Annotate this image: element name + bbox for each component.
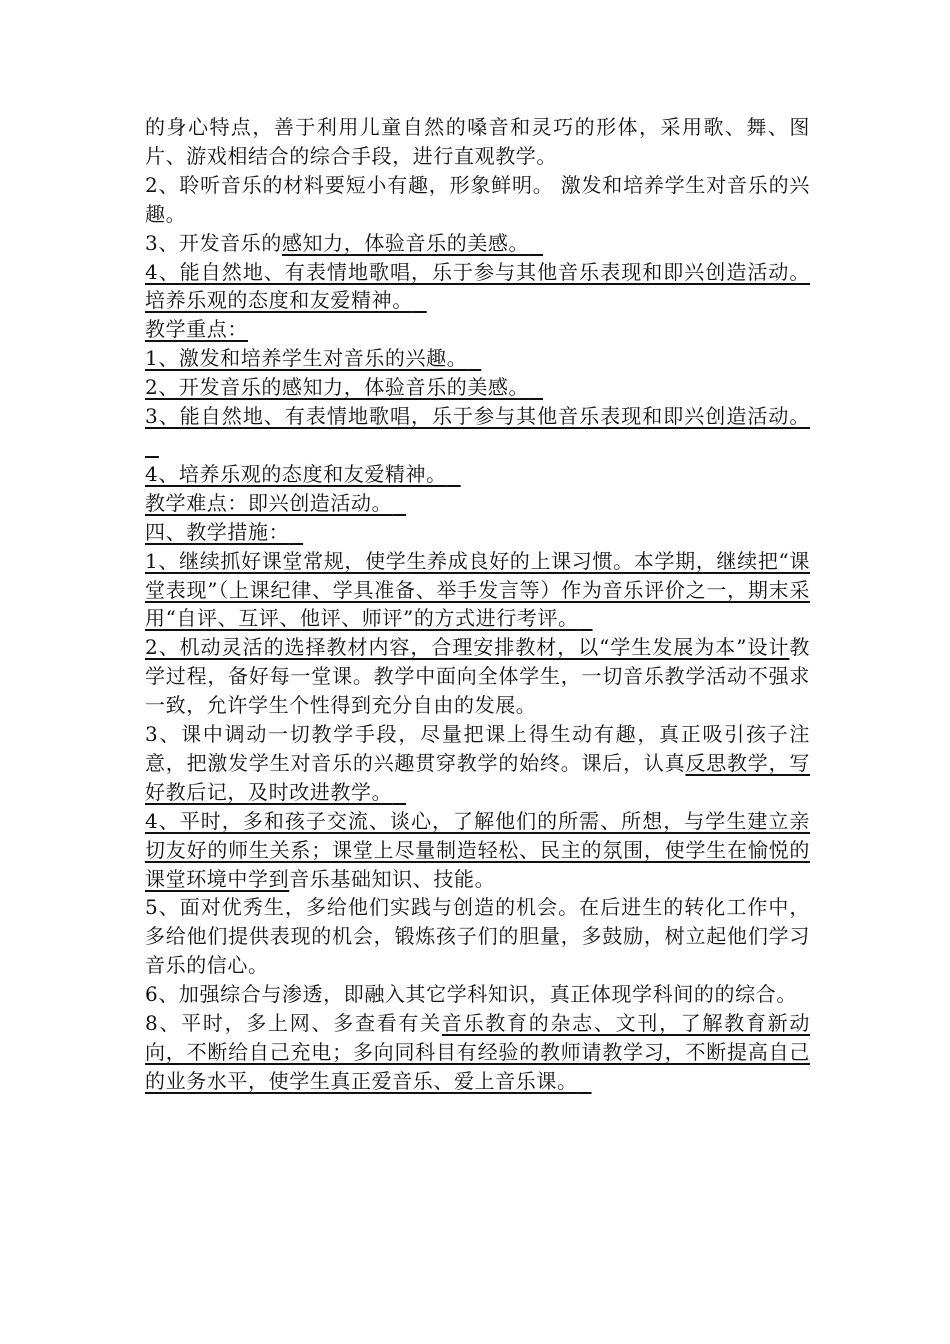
paragraph-intro-continuation [145,113,810,171]
underlined-text: 4、平时，多和孩子交流、谈心，了解他们的所需、所想，与学生建立亲切友好的师生关系；课堂上尽量制造轻松、民主的氛围，使学生在愉悦的课堂环境中学到 [145,808,810,891]
underlined-text: 反思教学，写好教后记，及时改进教学。 [145,750,810,804]
paragraph-focus-3 [145,402,810,460]
paragraph-measure-4 [145,807,810,894]
paragraph-objective-4 [145,258,810,316]
heading-teaching-focus [145,315,810,344]
paragraph-objective-2 [145,171,810,229]
plain-text: 教学过程，备好每一堂课。教学中面向全体学生，一切音乐教学活动不强求一致，允许学生个性得到充分自由的发展。 [145,635,810,718]
underlined-text: 教学难点：即兴创造活动。 [145,490,393,515]
paragraph-focus-4 [145,460,810,489]
underlined-text: 感知力，体验音乐的美感。 [281,230,530,255]
paragraph-measure-2 [145,633,810,720]
underlined-text: 教学重点： [145,317,248,342]
underlined-text: 3、能自然地、有表情地歌唱，乐于参与其他音乐表现和即兴创造活动。 [145,404,810,429]
plain-text: 8、平时，多上网、多查看有关 [145,1011,442,1036]
underlined-text: 四、教学措施： [145,519,290,544]
underlined-text: 1、激发和培养学生对音乐的兴趣。 [145,346,468,371]
plain-text: 5、面对优秀生，多给他们实践与创造的机会。在后进生的转化工作中，多给他们提供表现的机会，锻炼孩子们的胆量，多鼓励，树立起他们学习音乐的信心。 [145,895,810,978]
underline-tail [413,288,427,312]
underline-tail [579,606,593,630]
heading-teaching-measures [145,518,810,547]
plain-text: 3、开发音乐的 [145,230,282,255]
paragraph-measure-1 [145,547,810,634]
underline-tail [392,780,406,804]
underlined-text: 4、培养乐观的态度和友爱精神。 [145,461,447,486]
paragraph-objective-3 [145,229,810,258]
underline-tail [447,462,461,486]
underlined-text: 4、能自然地、有表情地歌唱，乐于参与其他音乐表现和即兴创造活动。培养乐观的态度和友爱精神。 [145,259,810,313]
underline-tail [529,375,543,399]
plain-text: 的身心特点，善于利用儿童自然的嗓音和灵巧的形体，采用歌、舞、图片、游戏相结合的综合手段，进行直观教学。 [145,115,810,168]
underline-tail [392,491,406,515]
underlined-text: 1、继续抓好课堂常规，使学生养成良好的上课习惯。本学期，继续把“课堂表现”（上课纪律、学具准备、举手发言等）作为音乐评价之一，期末采用“自评、互评、他评、师评”的方式进行考评。 [145,548,810,631]
underline-tail [145,433,159,457]
plain-text: 2、聆听音乐的材料要短小有趣，形象鲜明。 激发和培养学生对音乐的兴趣。 [145,172,810,226]
heading-teaching-difficulty [145,489,810,518]
paragraph-measure-3 [145,720,810,807]
paragraph-measure-6 [145,980,810,1009]
paragraph-measure-5 [145,893,810,980]
plain-text: 3、课中调动一切教学手段，尽量把课上得生动有趣，真正吸引孩子注意，把激发学生对音乐的兴趣贯穿教学的始终。课后，认真 [145,722,810,775]
plain-text: 6、加强综合与渗透，即融入其它学科知识，真正体现学科间的的综合。 [145,982,797,1007]
paragraph-measure-8 [145,1009,810,1096]
underline-tail [467,346,481,370]
paragraph-focus-2 [145,373,810,402]
underlined-text: 2、机动灵活的选择教材内容，合理安排教材，以“学生发展为本”设计 [145,635,790,660]
document-page [145,113,810,1096]
underline-tail [289,520,303,544]
paragraph-focus-1 [145,344,810,373]
plain-text: 音乐基础知识、技能。 [289,866,496,891]
underline-tail [529,231,543,255]
underlined-text: 音乐教育的杂志、文刊，了解教育新动向，不断给自己充电；多向同科目有经验的教师请教学习，不断提高自己的业务水平，使学生真正爱音乐、爱上音乐课。 [145,1011,811,1093]
underlined-text: 2、开发音乐的感知力，体验音乐的美感。 [145,375,530,400]
underline-tail [578,1069,592,1093]
